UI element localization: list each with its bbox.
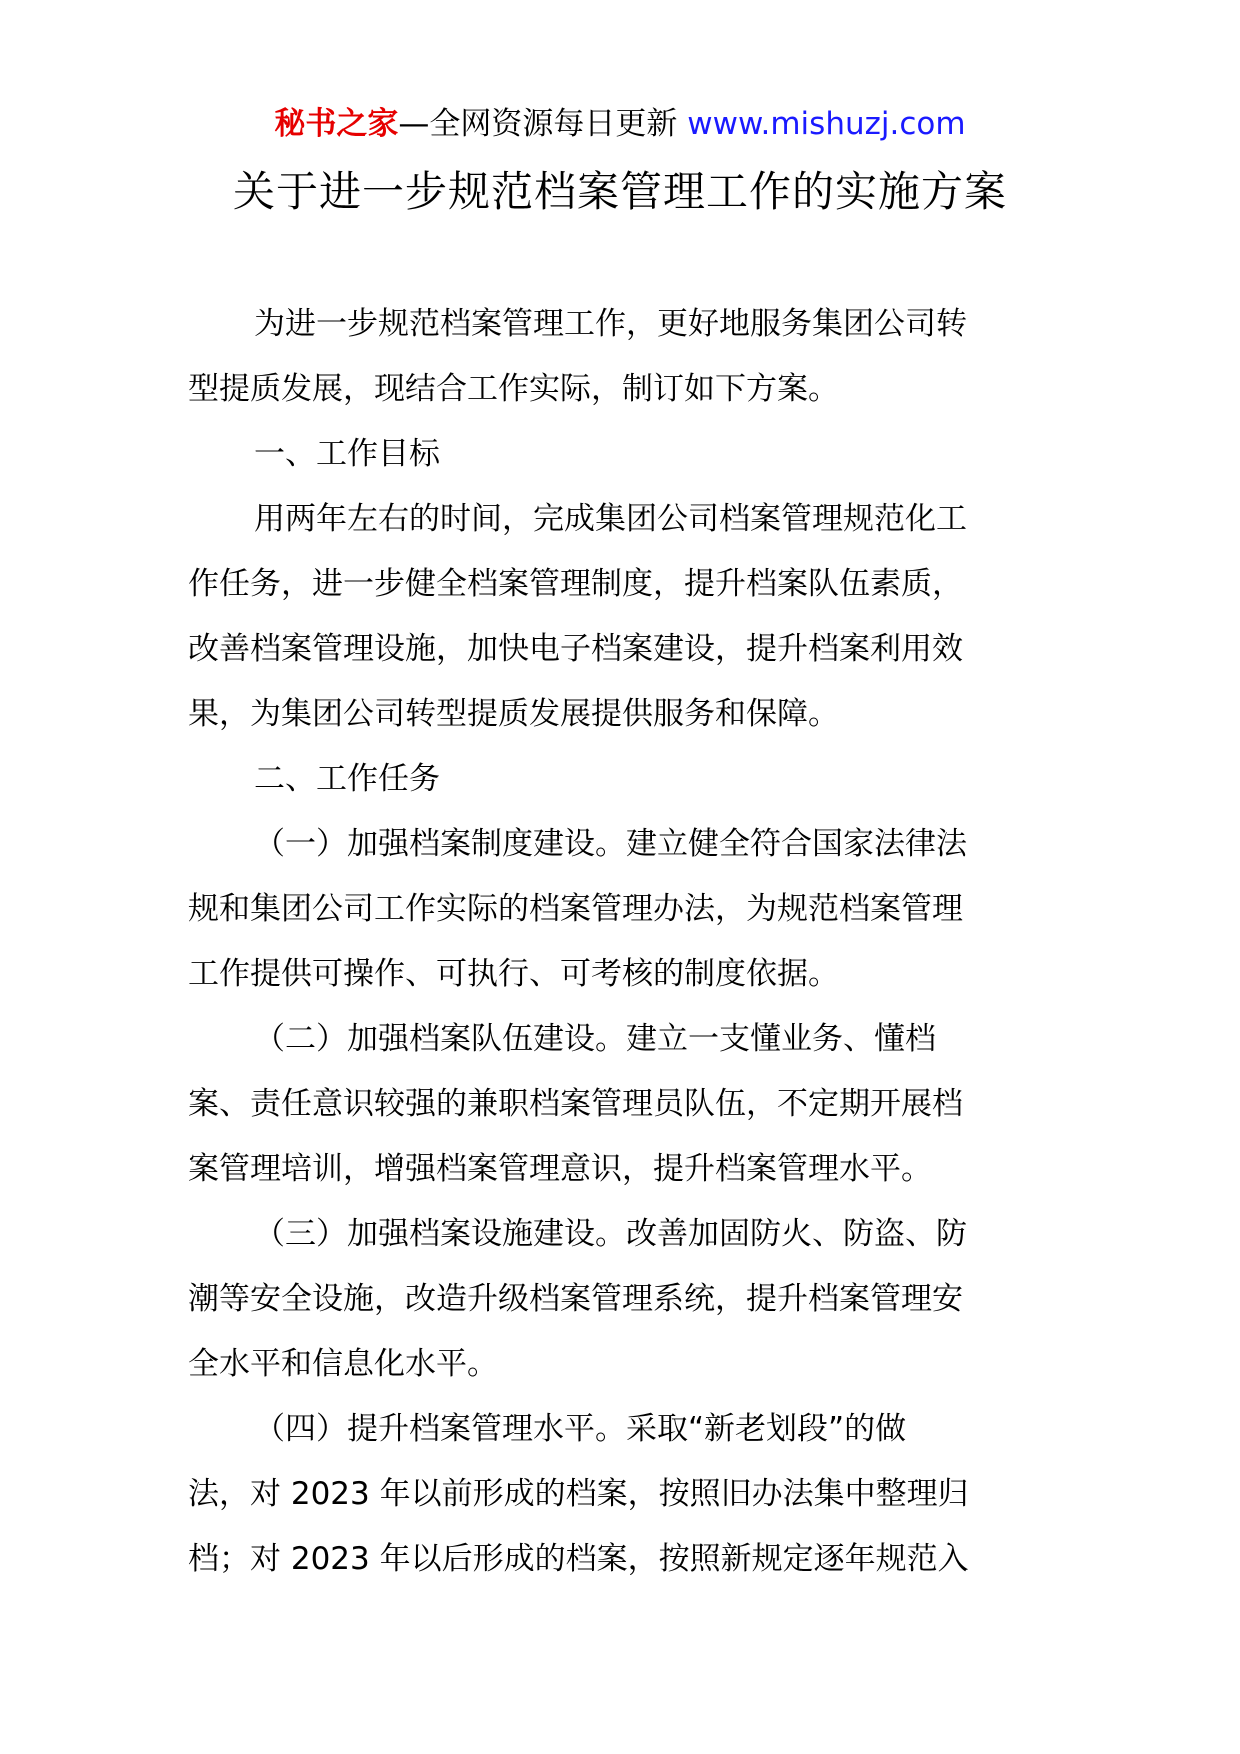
paragraph-line: 案管理培训，增强档案管理意识，提升档案管理水平。: [188, 1151, 932, 1187]
paragraph-line: 为进一步规范档案管理工作，更好地服务集团公司转: [254, 306, 967, 342]
paragraph-line: 全水平和信息化水平。: [188, 1346, 498, 1382]
paragraph-line: 作任务，进一步健全档案管理制度，提升档案队伍素质，: [188, 566, 963, 602]
site-slogan: —全网资源每日更新: [398, 106, 678, 142]
paragraph-line: 法，对 2023 年以前形成的档案，按照旧办法集中整理归: [188, 1476, 969, 1512]
paragraph-line: 工作提供可操作、可执行、可考核的制度依据。: [188, 956, 839, 992]
section-heading: 一、工作目标: [254, 436, 440, 472]
site-url: www.mishuzj.com: [687, 106, 966, 142]
paragraph-line: 改善档案管理设施，加快电子档案建设，提升档案利用效: [188, 631, 963, 667]
document-body: [188, 292, 1053, 1592]
paragraph-line: 型提质发展，现结合工作实际，制订如下方案。: [188, 371, 839, 407]
paragraph-line: （三）加强档案设施建设。改善加固防火、防盗、防: [254, 1216, 967, 1252]
paragraph-line: 潮等安全设施，改造升级档案管理系统，提升档案管理安: [188, 1281, 963, 1317]
paragraph-line: 档；对 2023 年以后形成的档案，按照新规定逐年规范入: [188, 1541, 969, 1577]
site-header: [0, 102, 1240, 146]
paragraph-line: 果，为集团公司转型提质发展提供服务和保障。: [188, 696, 839, 732]
paragraph-line: （二）加强档案队伍建设。建立一支懂业务、懂档: [254, 1021, 936, 1057]
paragraph-line: （四）提升档案管理水平。采取“新老划段”的做: [254, 1411, 907, 1447]
document-title: 关于进一步规范档案管理工作的实施方案: [232, 167, 1007, 216]
section-heading: 二、工作任务: [254, 761, 440, 797]
paragraph-line: 案、责任意识较强的兼职档案管理员队伍，不定期开展档: [188, 1086, 963, 1122]
paragraph-line: 用两年左右的时间，完成集团公司档案管理规范化工: [254, 501, 967, 537]
paragraph-line: 规和集团公司工作实际的档案管理办法，为规范档案管理: [188, 891, 963, 927]
site-brand: 秘书之家: [274, 106, 399, 142]
paragraph-line: （一）加强档案制度建设。建立健全符合国家法律法: [254, 826, 967, 862]
